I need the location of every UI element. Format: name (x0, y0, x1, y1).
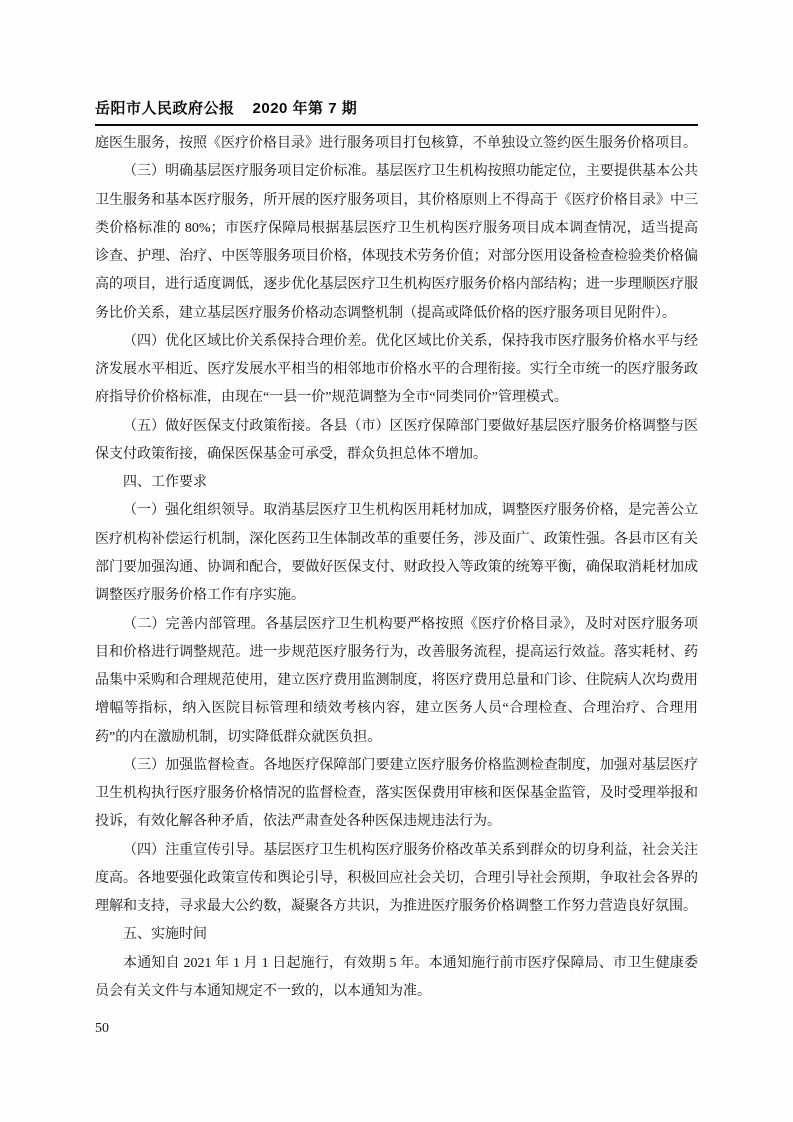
paragraph: （四）优化区域比价关系保持合理价差。优化区域比价关系，保持我市医疗服务价格水平与经济发展水平相近、医疗发展水平相当的相邻地市价格水平的合理衔接。实行全市统一的医疗服务政府指导价价格标准，由现在“一县一价”规范调整为全市“同类同价”管理模式。 (95, 333, 698, 406)
paragraph: （一）强化组织领导。取消基层医疗卫生机构医用耗材加成，调整医疗服务价格，是完善公立医疗机构补偿运行机制，深化医药卫生体制改革的重要任务，涉及面广、政策性强。各县市区有关部门要加强沟通、协调和配合，要做好医保支付、财政投入等政策的统筹平衡，确保取消耗材加成调整医疗服务价格工作有序实施。 (95, 503, 698, 604)
issue-label: 2020 年第 7 期 (252, 100, 358, 117)
document-body (95, 130, 698, 1006)
paragraph: （三）加强监督检查。各地医疗保障部门要建立医疗服务价格监测检查制度，加强对基层医疗卫生机构执行医疗服务价格情况的监督检查，落实医保费用审核和医保基金监管，及时受理举报和投诉，有效化解各种矛盾，依法严肃查处各种医保违规违法行为。 (95, 757, 698, 830)
paragraph: 本通知自 2021 年 1 月 1 日起施行，有效期 5 年。本通知施行前市医疗保障局、市卫生健康委员会有关文件与本通知规定不一致的，以本通知为准。 (95, 955, 698, 999)
page-header (95, 97, 698, 126)
section-heading: 五、实施时间 (123, 927, 207, 943)
paragraph: （四）注重宣传引导。基层医疗卫生机构医疗服务价格改革关系到群众的切身利益，社会关注度高。各地要强化政策宣传和舆论引导，积极回应社会关切，合理引导社会预期，争取社会各界的理解和支持，寻求最大公约数，凝聚各方共识，为推进医疗服务价格调整工作努力营造良好氛围。 (95, 842, 698, 915)
paragraph: （三）明确基层医疗服务项目定价标准。基层医疗卫生机构按照功能定位，主要提供基本公共卫生服务和基本医疗服务，所开展的医疗服务项目，其价格原则上不得高于《医疗价格目录》中三类价格标准的 80%；市医疗保障局根据基层医疗卫生机构医疗服务项目成本调查情况，适当提高诊查、护理、治疗、中医等服务项目价格，体现技术劳务价值；对部分医用设备检查检验类价格偏高的项目，进行适度调低，逐步优化基层医疗卫生机构医疗服务价格内部结构；进一步理顺医疗服务比价关系，建立基层医疗服务价格动态调整机制（提高或降低价格的医疗服务项目见附件）。 (95, 164, 698, 321)
paragraph: （五）做好医保支付政策衔接。各县（市）区医疗保障部门要做好基层医疗服务价格调整与医保支付政策衔接，确保医保基金可承受，群众负担总体不增加。 (95, 418, 698, 462)
page-number: 50 (95, 1021, 109, 1036)
paragraph: （二）完善内部管理。各基层医疗卫生机构要严格按照《医疗价格目录》，及时对医疗服务项目和价格进行调整规范。进一步规范医疗服务行为，改善服务流程，提高运行效益。落实耗材、药品集中采购和合理规范使用，建立医疗费用监测制度，将医疗费用总量和门诊、住院病人次均费用增幅等指标，纳入医院目标管理和绩效考核内容，建立医务人员“合理检查、合理治疗、合理用药”的内在激励机制，切实降低群众就医负担。 (95, 616, 698, 745)
publication-title: 岳阳市人民政府公报 (95, 100, 235, 117)
section-heading: 四、工作要求 (123, 475, 207, 491)
paragraph: 庭医生服务，按照《医疗价格目录》进行服务项目打包核算，不单独设立签约医生服务价格项目。 (95, 136, 697, 151)
